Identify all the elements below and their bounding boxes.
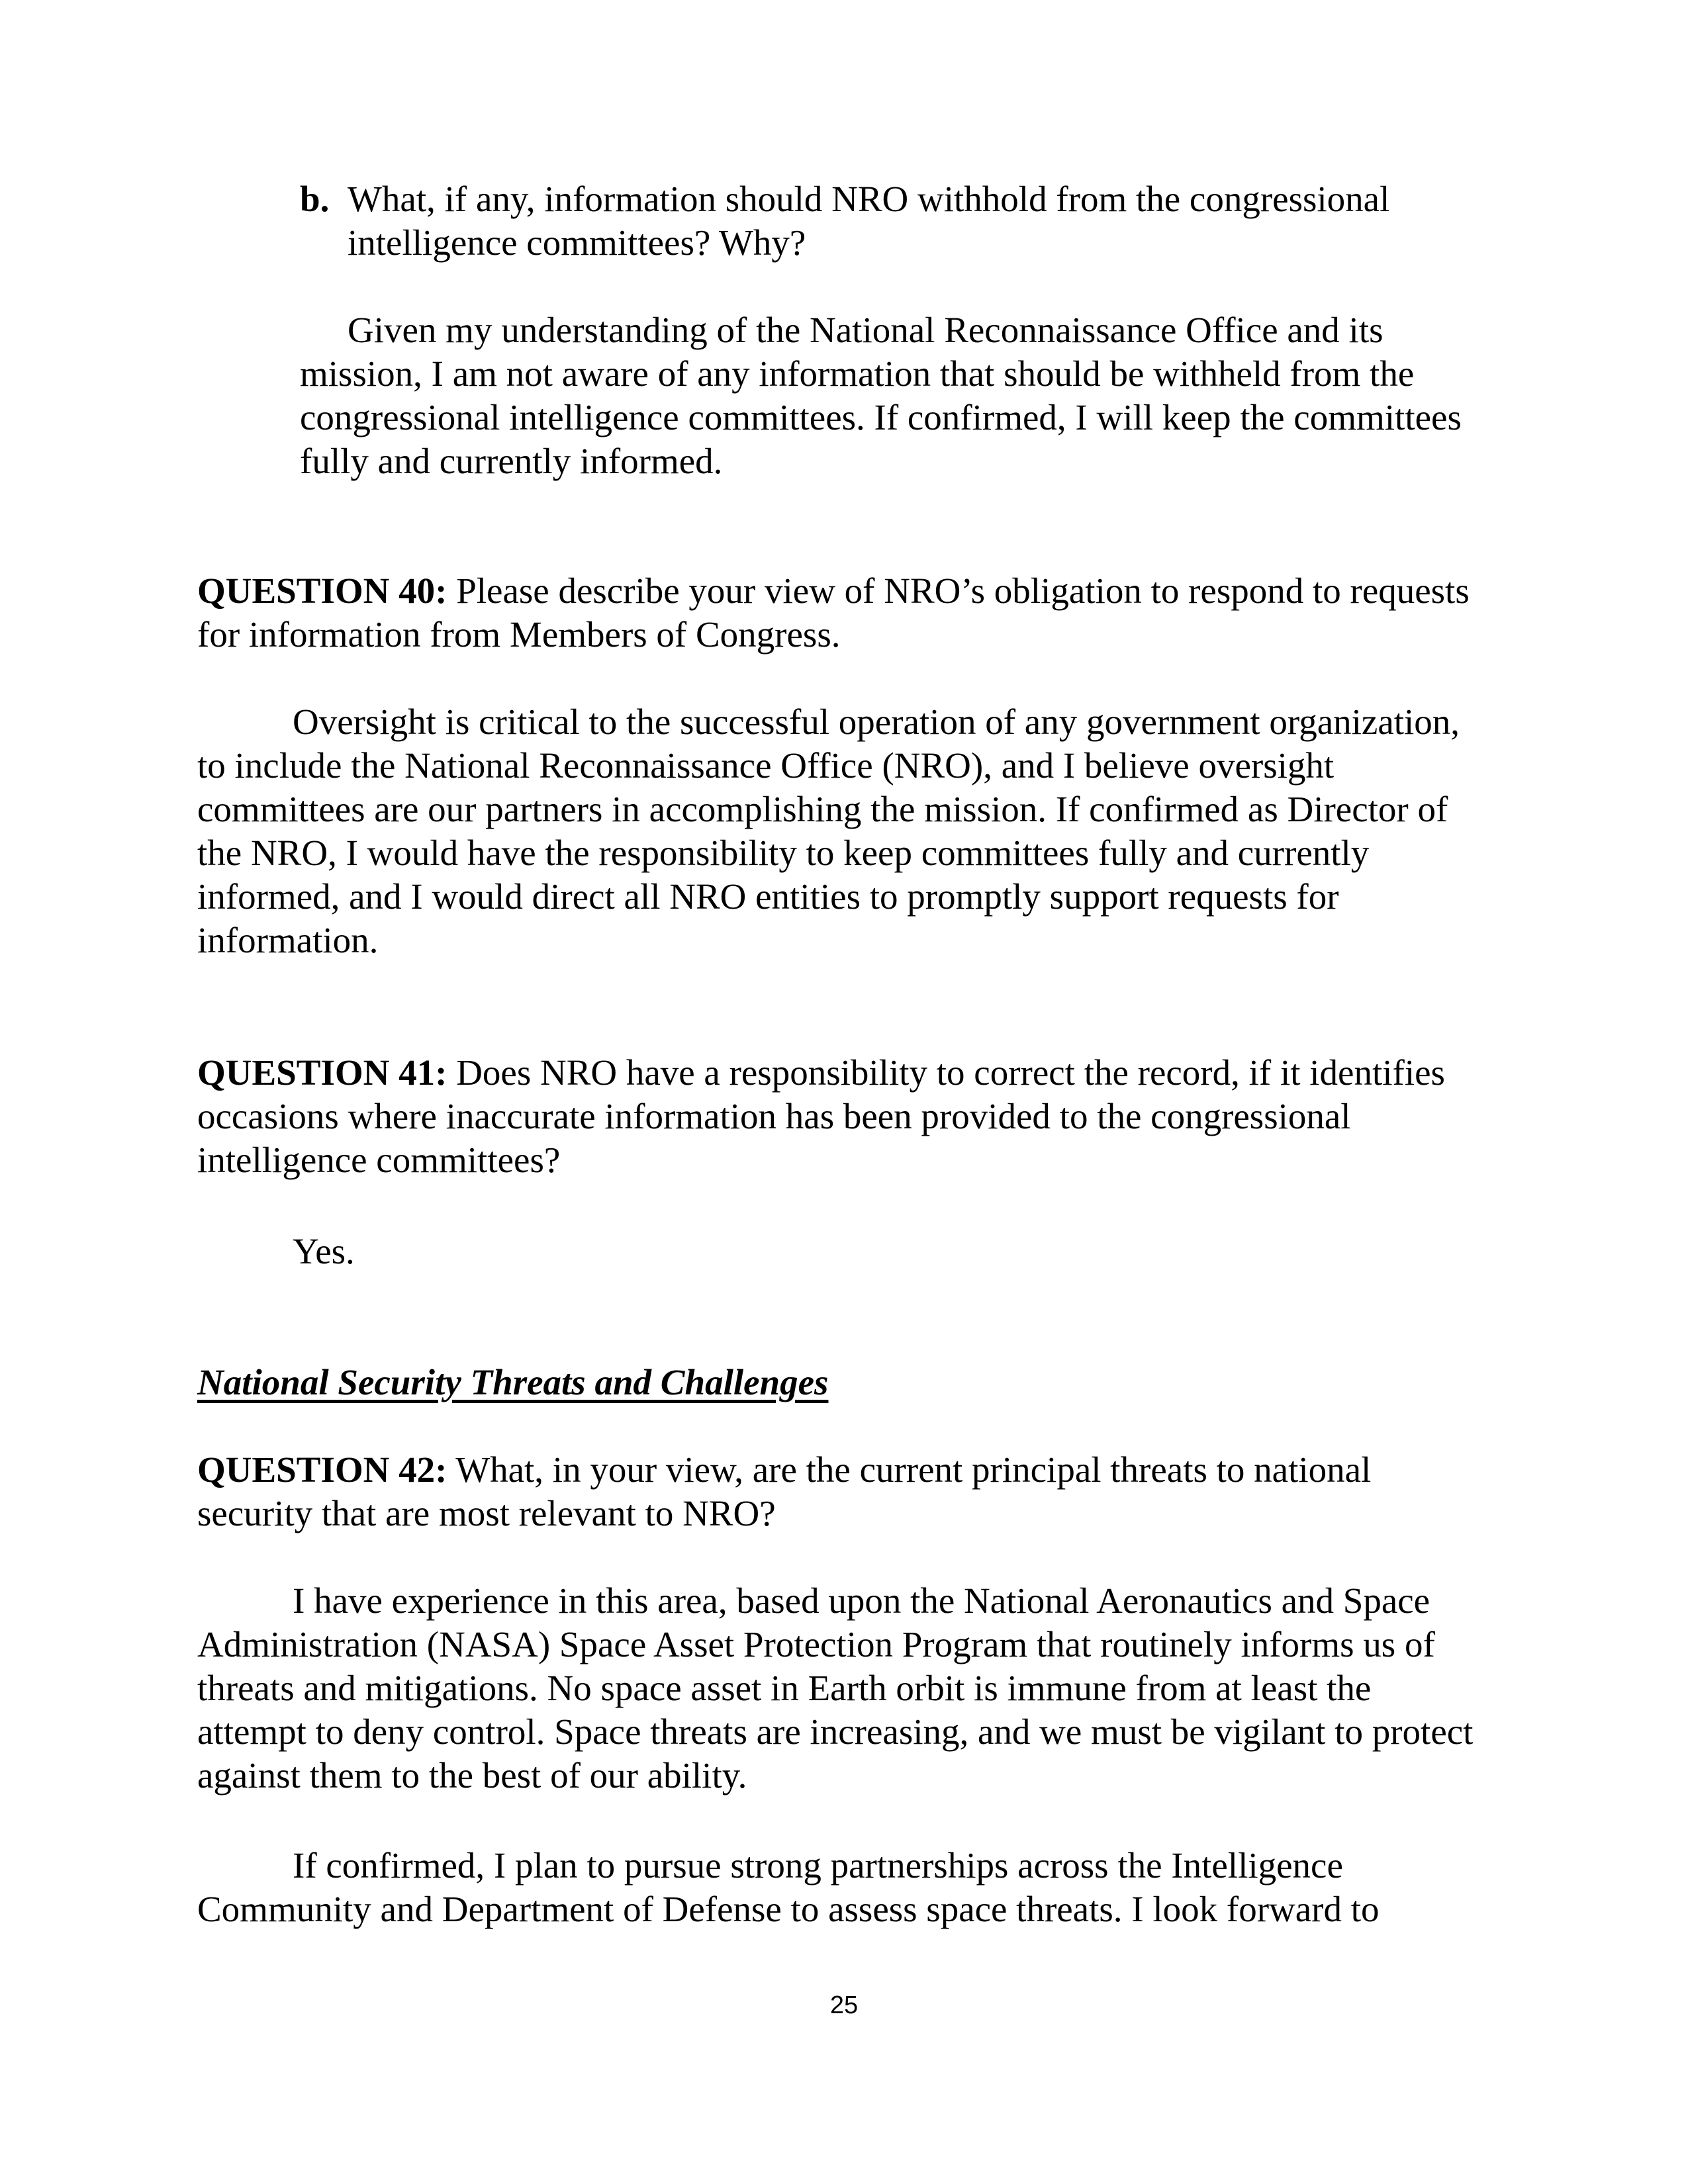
section-heading: National Security Threats and Challenges bbox=[197, 1362, 829, 1402]
question-42-answer-paragraph: If confirmed, I plan to pursue strong partnerships across the Intelligence Community and Department of Defense to assess space threats. I look forward to bbox=[197, 1845, 1380, 1929]
question-42-answer-paragraph: I have experience in this area, based upon the National Aeronautics and Space Administration (NASA) Space Asset Protection Program that routinely informs us of threats and mitigations. No space asset in Earth orbit is immune from at least the attempt to deny control. Space threats are increasing, and we must be vigilant to protect against them to the best of our ability. bbox=[197, 1580, 1474, 1796]
question-41-text: Does NRO have a responsibility to correct the record, if it identifies occasions where inaccurate information has been provided to the congressional intelligence committees? bbox=[197, 1052, 1445, 1180]
page-number: 25 bbox=[829, 1991, 859, 2019]
question-41-label: QUESTION 41: bbox=[197, 1052, 447, 1093]
sub-question-text: What, if any, information should NRO withhold from the congressional intelligence committees? Why? bbox=[348, 179, 1390, 263]
question-40-label: QUESTION 40: bbox=[197, 570, 447, 611]
sub-question-b bbox=[300, 177, 1491, 265]
question-42 bbox=[197, 1448, 1488, 1535]
question-41-answer: Yes. bbox=[293, 1231, 355, 1271]
question-42-label: QUESTION 42: bbox=[197, 1449, 447, 1490]
question-40-answer: Oversight is critical to the successful operation of any government organization, to include the National Reconnaissance Office (NRO), and I believe oversight committees are our partners in accomplishing the mission. If confirmed as Director of the NRO, I would have the responsibility to keep committees fully and currently informed, and I would direct all NRO entities to promptly support requests for information. bbox=[197, 702, 1460, 960]
question-41 bbox=[197, 1051, 1488, 1182]
sub-question-b-answer: Given my understanding of the National Reconnaissance Office and its mission, I am not aware of any information that should be withheld from the congressional intelligence committees. If confirmed, I will keep the committees fully and currently informed. bbox=[300, 310, 1462, 481]
question-40 bbox=[197, 569, 1488, 657]
question-40-text: Please describe your view of NRO’s obligation to respond to requests for information from Members of Congress. bbox=[197, 570, 1470, 655]
sub-question-marker: b. bbox=[300, 179, 330, 219]
question-42-text: What, in your view, are the current principal threats to national security that are most relevant to NRO? bbox=[197, 1449, 1372, 1533]
